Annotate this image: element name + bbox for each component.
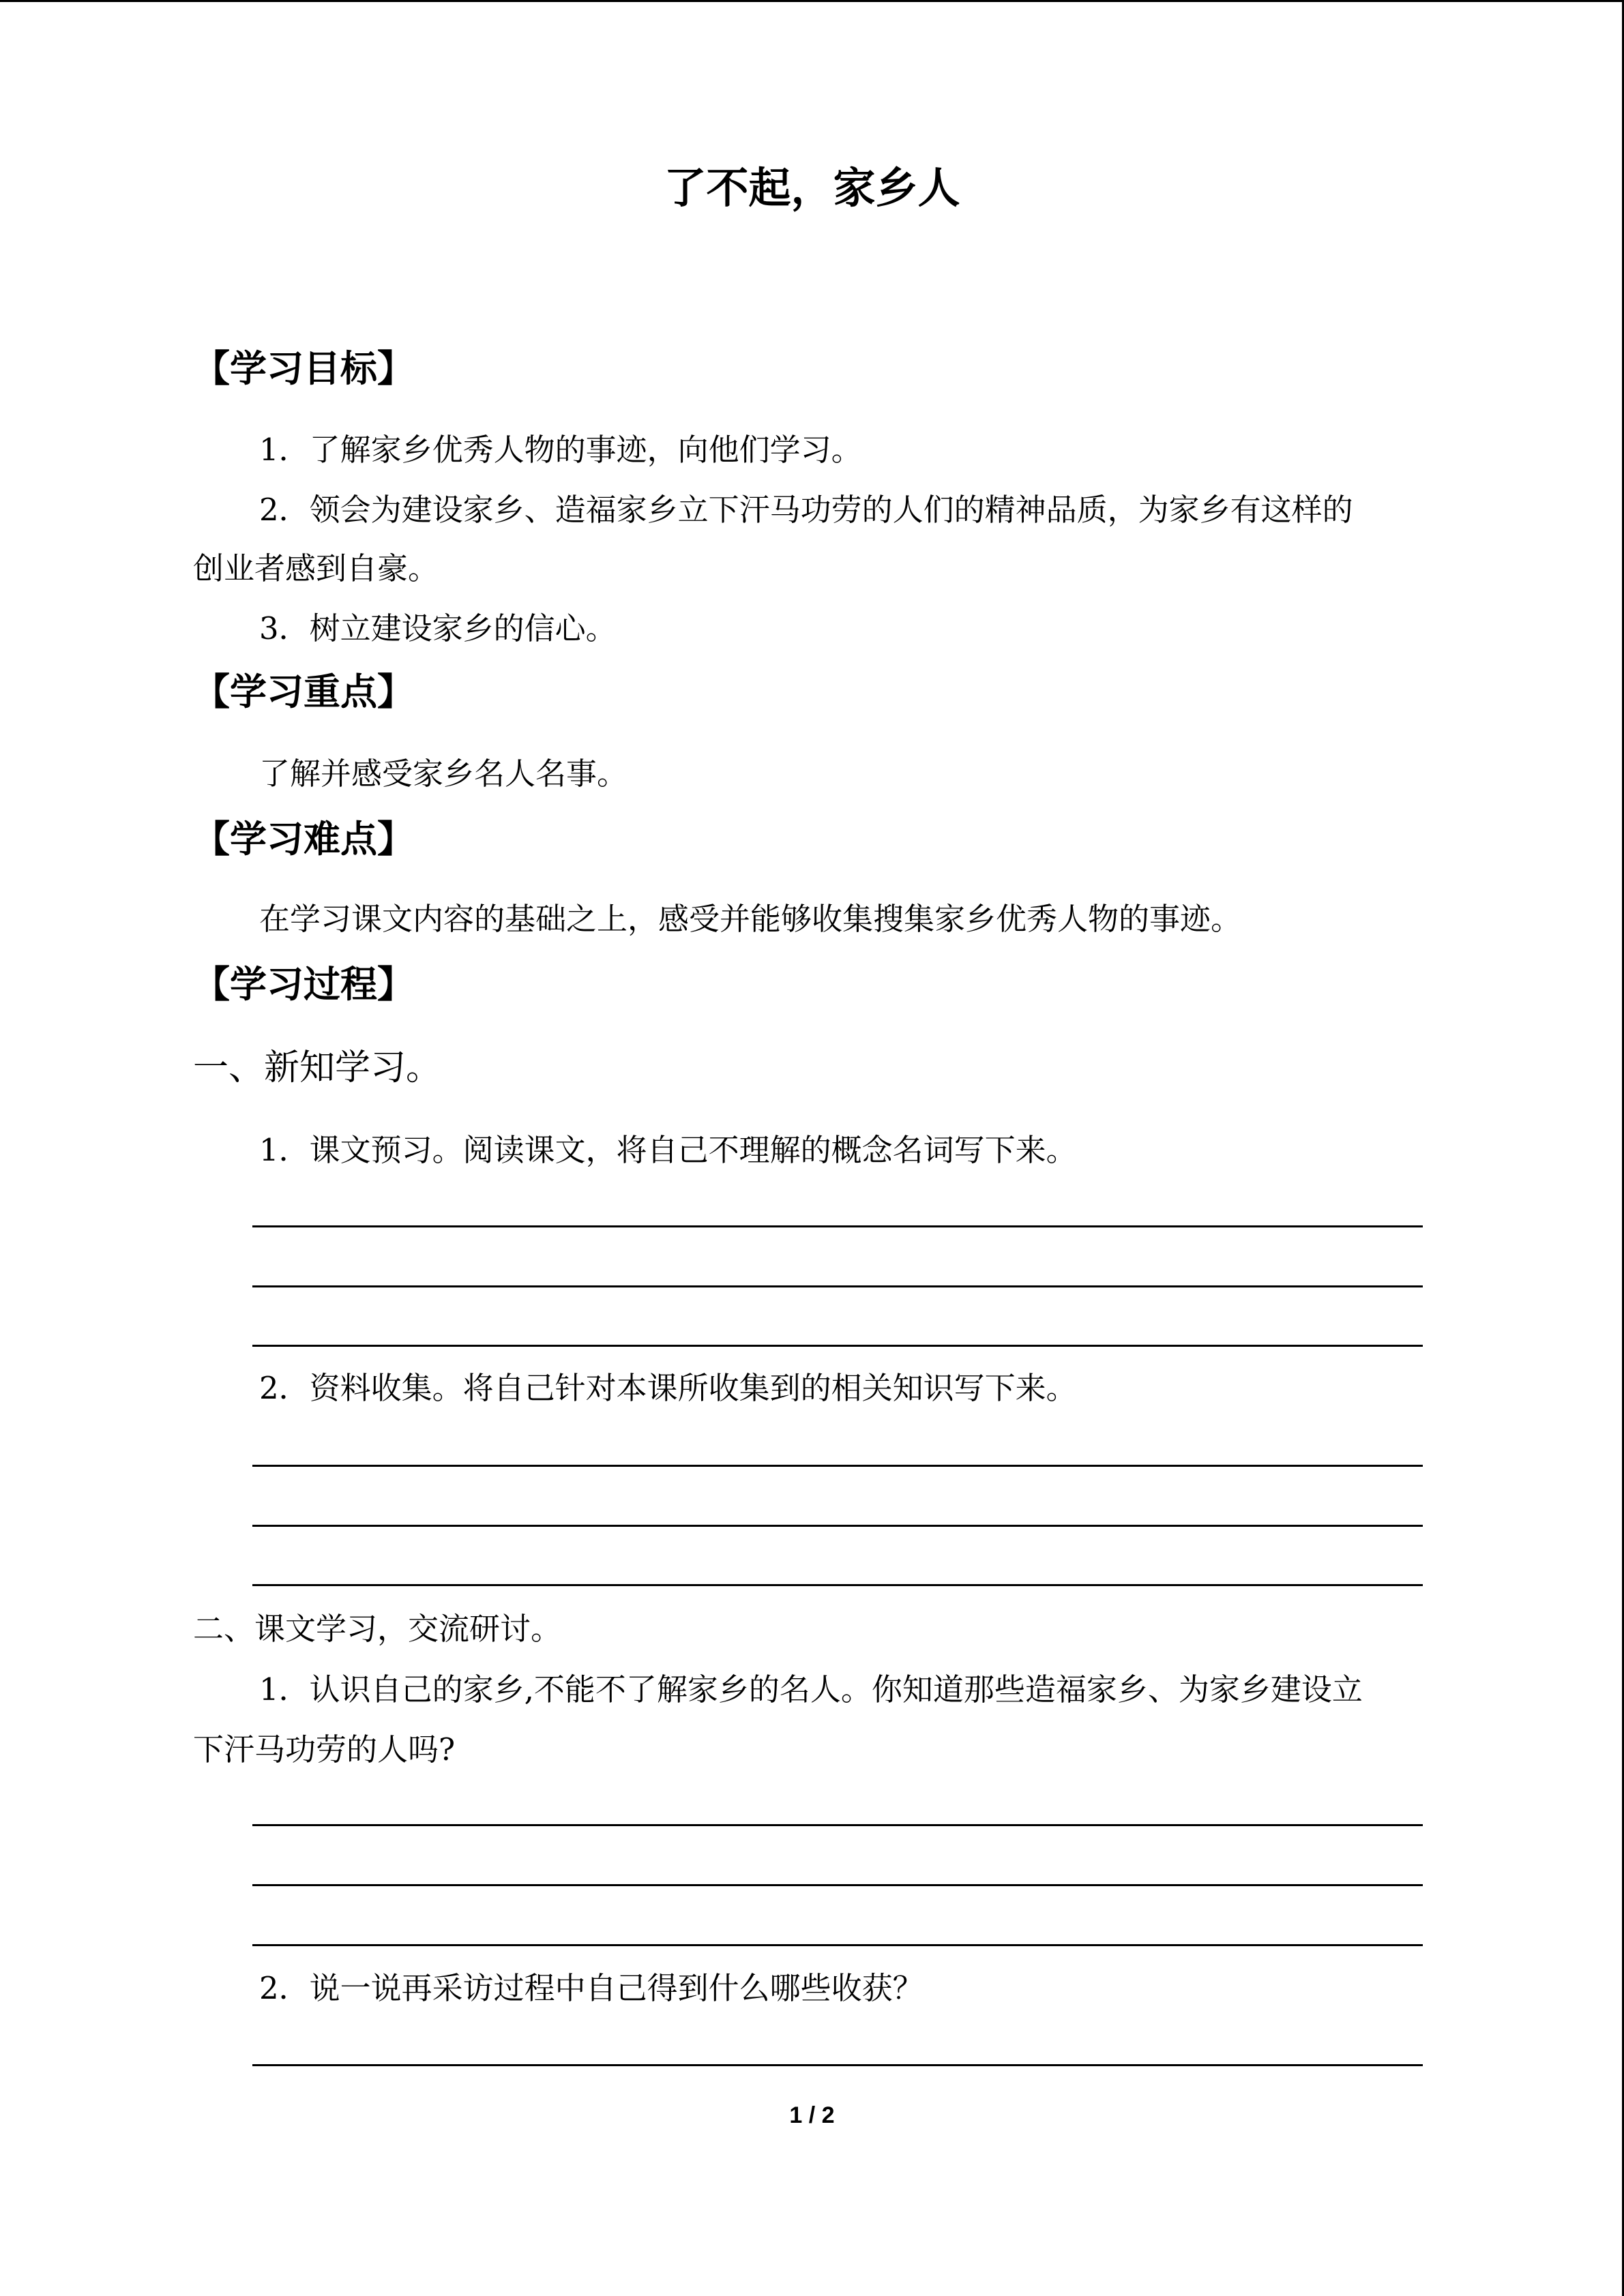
section-1-title: 一、新知学习。	[193, 1047, 442, 1088]
answer-line[interactable]	[252, 1525, 1423, 1527]
heading-difficulties: 【学习难点】	[193, 817, 414, 861]
page-title: 了不起，家乡人	[664, 163, 960, 213]
objective-item-2-line-2: 创业者感到自豪。	[193, 550, 439, 586]
section-2-question-2: 2．说一说再采访过程中自己得到什么哪些收获？	[259, 1970, 924, 2006]
heading-key-points: 【学习重点】	[193, 670, 414, 713]
objective-item-2-line-1: 2．领会为建设家乡、造福家乡立下汗马功劳的人们的精神品质，为家乡有这样的	[259, 492, 1353, 528]
answer-line[interactable]	[252, 1884, 1423, 1886]
section-2-question-1-line-1: 1．认识自己的家乡,不能不了解家乡的名人。你知道那些造福家乡、为家乡建设立	[259, 1671, 1363, 1708]
answer-line[interactable]	[252, 1584, 1423, 1586]
answer-line[interactable]	[252, 1225, 1423, 1227]
objective-item-1: 1．了解家乡优秀人物的事迹，向他们学习。	[259, 432, 862, 468]
heading-process: 【学习过程】	[193, 962, 414, 1006]
section-2-question-1-line-2: 下汗马功劳的人吗?	[193, 1731, 456, 1768]
answer-line[interactable]	[252, 1345, 1423, 1347]
answer-line[interactable]	[252, 2064, 1423, 2066]
answer-line[interactable]	[252, 1824, 1423, 1826]
answer-line[interactable]	[252, 1944, 1423, 1946]
difficulties-text: 在学习课文内容的基础之上，感受并能够收集搜集家乡优秀人物的事迹。	[259, 901, 1242, 937]
section-2-title: 二、课文学习，交流研讨。	[193, 1611, 562, 1647]
answer-line[interactable]	[252, 1465, 1423, 1467]
answer-line[interactable]	[252, 1285, 1423, 1287]
objective-item-3: 3．树立建设家乡的信心。	[259, 610, 617, 646]
section-1-question-1: 1．课文预习。阅读课文，将自己不理解的概念名词写下来。	[259, 1132, 1077, 1168]
section-1-question-2: 2．资料收集。将自己针对本课所收集到的相关知识写下来。	[259, 1370, 1077, 1406]
page-number: 1 / 2	[789, 2102, 835, 2128]
heading-objectives: 【学习目标】	[193, 346, 414, 390]
key-points-text: 了解并感受家乡名人名事。	[259, 756, 628, 792]
